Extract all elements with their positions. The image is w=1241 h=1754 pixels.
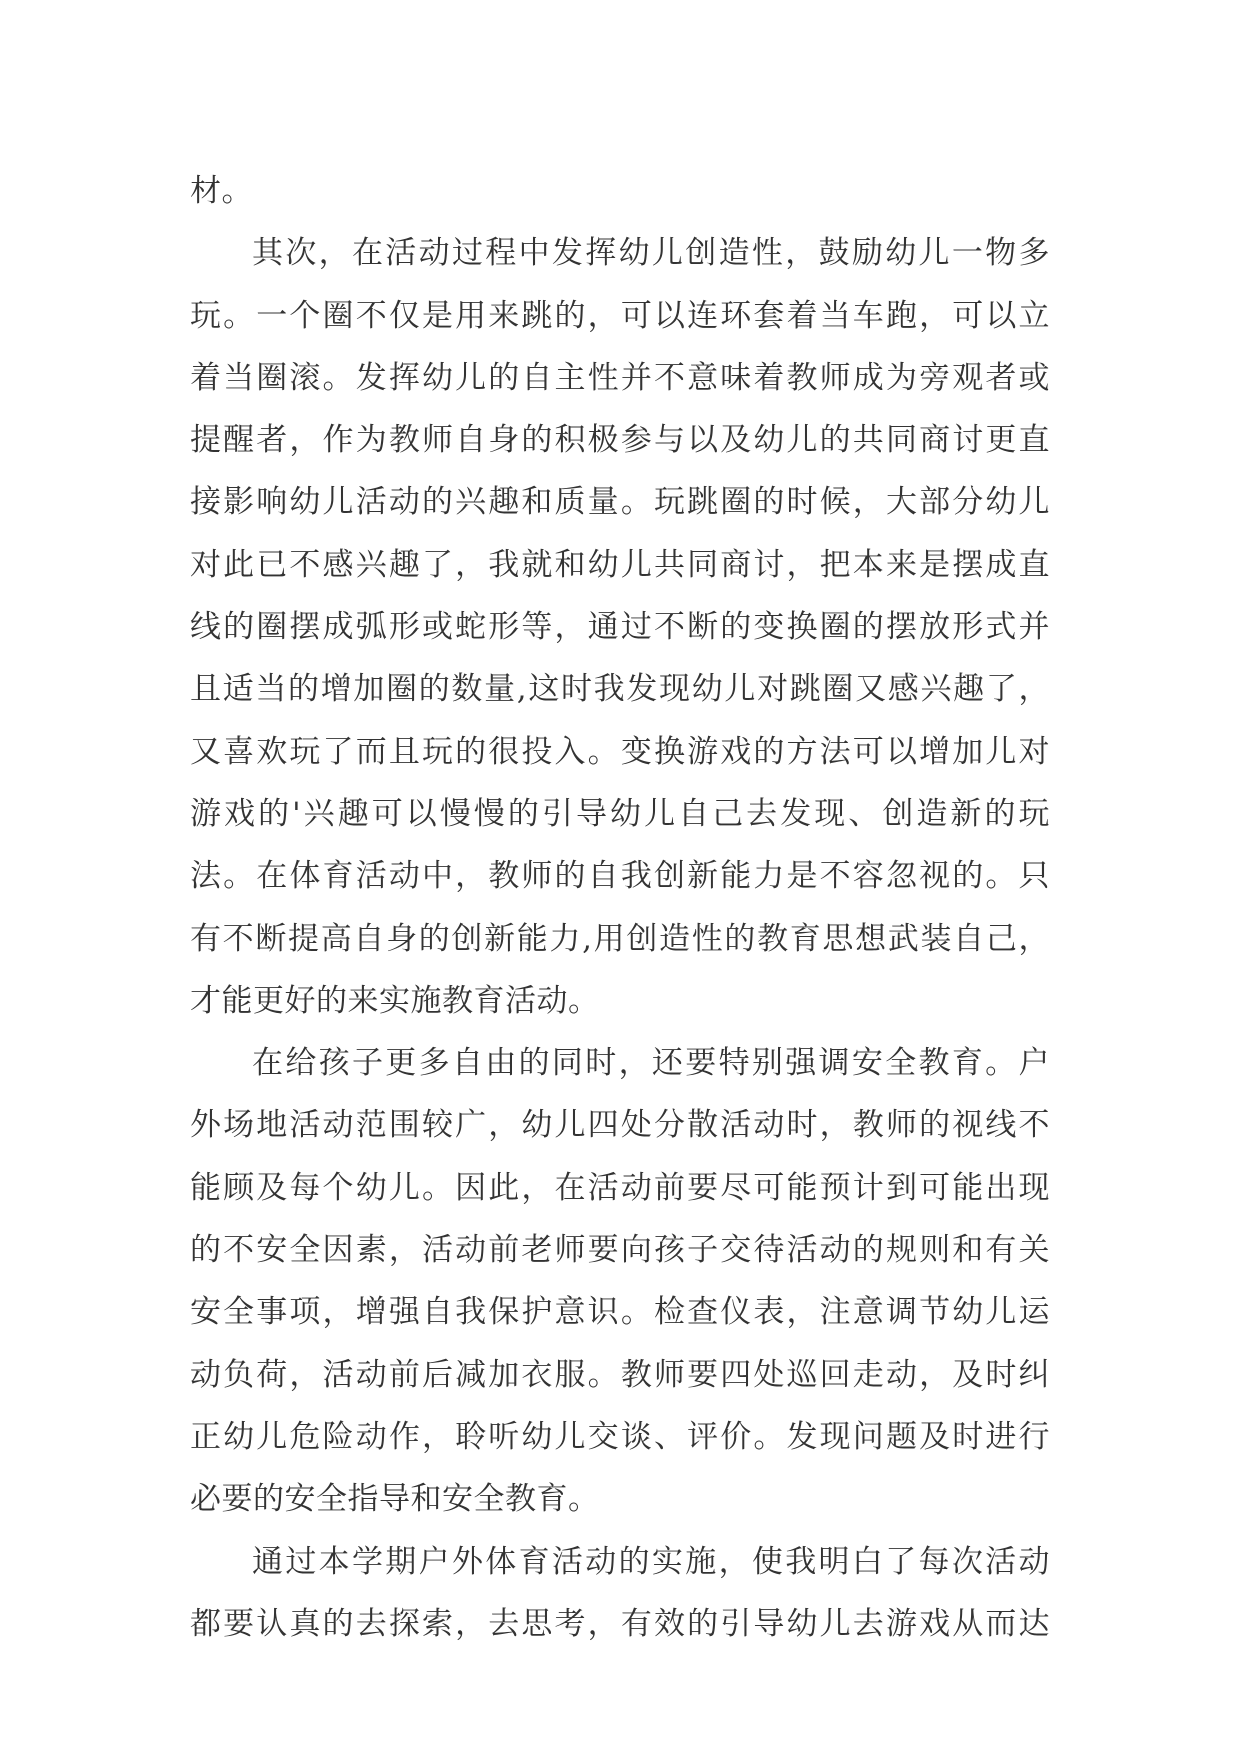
paragraph-1 [190,160,1050,222]
text-line: 安全事项，增强自我保护意识。检查仪表，注意调节幼儿运 [190,1294,1050,1331]
text-line: 通过本学期户外体育活动的实施，使我明白了每次活动 [252,1543,1050,1580]
text-line: 提醒者，作为教师自身的积极参与以及幼儿的共同商讨更直 [190,422,1050,459]
text-line: 材。 [190,173,253,209]
text-line: 正幼儿危险动作，聆听幼儿交谈、评价。发现问题及时进行 [190,1418,1050,1455]
text-line: 动负荷，活动前后减加衣服。教师要四处巡回走动，及时纠 [190,1356,1050,1393]
text-line: 接影响幼儿活动的兴趣和质量。玩跳圈的时候，大部分幼儿 [190,484,1050,521]
paragraph-4 [190,1531,1050,1656]
text-line: 线的圈摆成弧形或蛇形等，通过不断的变换圈的摆放形式并 [190,609,1050,646]
text-line: 都要认真的去探索，去思考，有效的引导幼儿去游戏从而达 [190,1605,1050,1642]
text-line: 且适当的增加圈的数量,这时我发现幼儿对跳圈又感兴趣了， [190,671,1050,708]
text-line: 才能更好的来实施教育活动。 [190,982,600,1019]
paragraph-3 [190,1032,1050,1530]
text-line: 能顾及每个幼儿。因此，在活动前要尽可能预计到可能出现 [190,1169,1050,1206]
text-line: 有不断提高自身的创新能力,用创造性的教育思想武装自己， [190,920,1050,957]
text-line: 必要的安全指导和安全教育。 [190,1481,600,1518]
text-line: 玩。一个圈不仅是用来跳的，可以连环套着当车跑，可以立 [190,297,1050,334]
text-line: 的不安全因素，活动前老师要向孩子交待活动的规则和有关 [190,1232,1050,1269]
text-line: 对此已不感兴趣了，我就和幼儿共同商讨，把本来是摆成直 [190,546,1050,583]
paragraph-2 [190,222,1050,1032]
text-line: 着当圈滚。发挥幼儿的自主性并不意味着教师成为旁观者或 [190,359,1050,396]
text-line: 游戏的'兴趣可以慢慢的引导幼儿自己去发现、创造新的玩 [190,795,1050,832]
text-line: 法。在体育活动中，教师的自我创新能力是不容忽视的。只 [190,858,1050,895]
text-line: 在给孩子更多自由的同时，还要特别强调安全教育。户 [252,1045,1050,1082]
text-line: 又喜欢玩了而且玩的很投入。变换游戏的方法可以增加儿对 [190,733,1050,770]
document-page [190,160,1050,1655]
text-line: 其次，在活动过程中发挥幼儿创造性，鼓励幼儿一物多 [252,235,1050,272]
text-line: 外场地活动范围较广，幼儿四处分散活动时，教师的视线不 [190,1107,1050,1144]
